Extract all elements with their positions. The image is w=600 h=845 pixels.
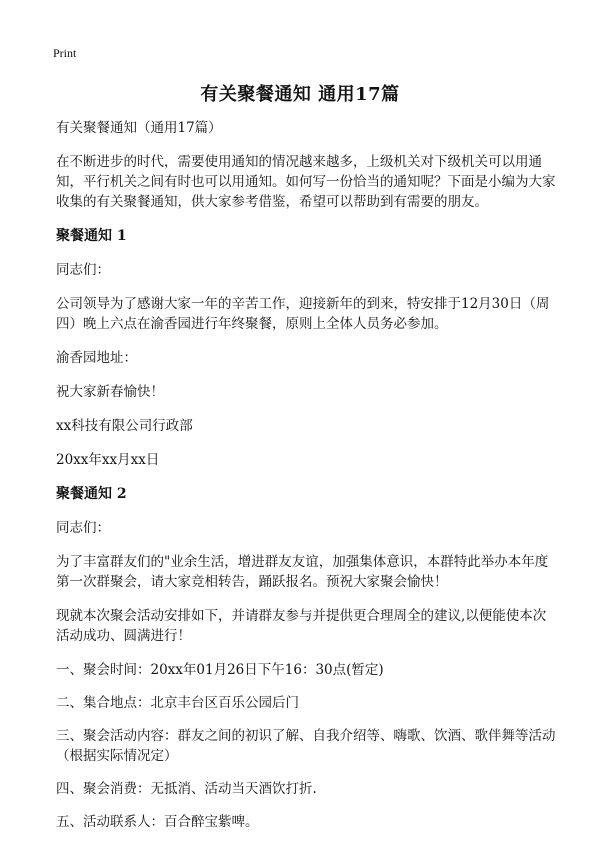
section-heading-1: 聚餐通知 1 [56,228,127,244]
document-body [56,118,556,845]
list-item-place: 二、集合地点：北京丰台区百乐公园后门 [56,695,299,711]
notice-body-1: 公司领导为了感谢大家一年的辛苦工作，迎接新年的到来，特安排于12月30日（周四）晚上六点在渝香园进行年终聚餐，原则上全体人员务必参加。 [56,296,550,332]
signature-line: xx科技有限公司行政部 [56,418,193,434]
notice-body-2a: 为了丰富群友们的"业余生活，增进群友友谊，加强集体意识，本群特此举办本年度第一次群聚会，请大家竞相转告，踊跃报名。预祝大家聚会愉快！ [56,554,549,590]
wish-line: 祝大家新春愉快！ [56,384,164,400]
section-heading-2: 聚餐通知 2 [56,486,127,502]
print-label: Print [53,46,77,60]
address-line: 渝香园地址： [56,350,137,366]
notice-body-2b: 现就本次聚会活动安排如下，并请群友参与并提供更合理周全的建议,以便能使本次活动成功、圆满进行！ [56,608,547,644]
list-item-time: 一、聚会时间：20xx年01月26日下午16：30点(暂定) [56,662,384,678]
document-title: 有关聚餐通知 通用17篇 [200,84,400,105]
intro-paragraph: 在不断进步的时代，需要使用通知的情况越来越多，上级机关对下级机关可以用通知，平行机关之间有时也可以用通知。如何写一份恰当的通知呢？下面是小编为大家收集的有关聚餐通知，供大家参考借鉴，希望可以帮助到有需要的朋友。 [56,154,556,210]
date-line: 20xx年xx月xx日 [56,452,160,468]
list-item-cost: 四、聚会消费：无抵消、活动当天酒饮打折. [56,781,317,797]
document-subtitle: 有关聚餐通知（通用17篇） [56,120,222,136]
list-item-activities: 三、聚会活动内容：群友之间的初识了解、自我介绍等、嗨歌、饮酒、歌伴舞等活动（根据实际情况定） [56,728,556,764]
greeting-1: 同志们： [56,262,110,278]
greeting-2: 同志们： [56,520,110,536]
list-item-contact: 五、活动联系人：百合醉宝紫啤。 [56,814,259,830]
